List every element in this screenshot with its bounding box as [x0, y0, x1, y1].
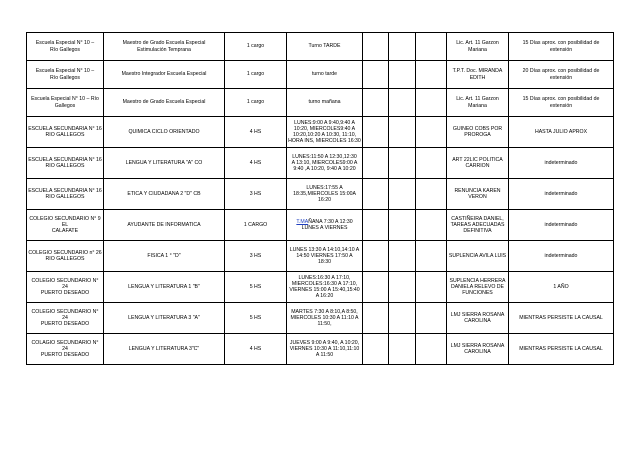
schedule-cell: LUNES 13:30 A 14:10,14:10 A 14:50 VIERNES 17:50 A 18:30: [287, 241, 363, 272]
hours-cell: 5 HS: [225, 303, 287, 334]
table-row: [27, 33, 614, 61]
table-row: [27, 303, 614, 334]
empty-cell: [416, 117, 447, 148]
position-cell: Maestro de Grado Escuela Especial: [104, 89, 225, 117]
hours-cell: 4 HS: [225, 148, 287, 179]
table-row: [27, 241, 614, 272]
position-cell: Maestro Integrador Escuela Especial: [104, 61, 225, 89]
hours-cell: 1 cargo: [225, 33, 287, 61]
empty-cell: [389, 179, 416, 210]
school-cell: ESCUELA SECUNDARIA N° 16 RIO GALLEGOS: [27, 117, 104, 148]
schedule-cell: LUNES:16:30 A 17:10, MIERCOLES:16:30 A 17:10, VIERNES 15:00 A 15:40,15:40 A 16:20: [287, 272, 363, 303]
empty-cell: [416, 179, 447, 210]
empty-cell: [416, 272, 447, 303]
reason-cell: CASTIÑEIRA DANIEL, TAREAS ADECUADAS DEFINITIVA: [447, 210, 509, 241]
duration-cell: indeterminado: [509, 210, 614, 241]
position-cell: Maestro de Grado Escuela Especial Estimulación Temprana: [104, 33, 225, 61]
school-cell: COLEGIO SECUNDARIO N° 24 PUERTO DESEADO: [27, 272, 104, 303]
schedule-cell: JUEVES 9:00 A 9:40, A 10:20, VIERNES 10:30 A 11:10,11:10 A 11:50: [287, 334, 363, 365]
reason-cell: SUPLENCIA AVILA LUIS: [447, 241, 509, 272]
school-cell: COLEGIO SECUNDARIO N° 9 EL CALAFATE: [27, 210, 104, 241]
position-cell: FISICA 1 ° "D": [104, 241, 225, 272]
reason-cell: LMJ SIERRA ROSANA CAROLINA: [447, 303, 509, 334]
table-row: [27, 117, 614, 148]
duration-cell: HASTA JULIO APROX: [509, 117, 614, 148]
empty-cell: [416, 241, 447, 272]
empty-cell: [363, 303, 389, 334]
reason-cell: GUINEO COBS POR PROROGA: [447, 117, 509, 148]
empty-cell: [363, 179, 389, 210]
duration-cell: indeterminado: [509, 148, 614, 179]
position-cell: QUIMICA CICLO ORIENTADO: [104, 117, 225, 148]
school-cell: COLEGIO SECUNDARIO n° 26 RIO GALLEGOS: [27, 241, 104, 272]
empty-cell: [389, 148, 416, 179]
empty-cell: [389, 334, 416, 365]
duration-cell: indeterminado: [509, 241, 614, 272]
schedule-cell: LUNES:17:55 A 18:35,MIERCOLES 15:00A 16:20: [287, 179, 363, 210]
schedule-cell: LUNES:11:50 A 12:30,12:30 A 13:10, MIERCOLES9:00 A 9:40 ,A 10:20, 9:40 A 10:20: [287, 148, 363, 179]
schedule-cell: turno mañana: [287, 89, 363, 117]
table-row: [27, 210, 614, 241]
hours-cell: 3 HS: [225, 241, 287, 272]
reason-cell: T.P.T. Doc. MIRANDA EDITH: [447, 61, 509, 89]
reason-cell: RENUNCIA KAREN VERON: [447, 179, 509, 210]
hours-cell: 1 cargo: [225, 61, 287, 89]
school-cell: COLAGIO SECUNDARIO N° 24 PUERTO DESEADO: [27, 334, 104, 365]
schedule-cell: Turno TARDE: [287, 33, 363, 61]
reason-cell: Lic. Art. 11 Garzon Mariana: [447, 89, 509, 117]
empty-cell: [389, 303, 416, 334]
school-cell: Escuela Especial N° 10 – Río Gallegos: [27, 33, 104, 61]
position-cell: LENGUA Y LITERATURA "A" CO: [104, 148, 225, 179]
empty-cell: [363, 210, 389, 241]
position-cell: LENGUA Y LITERATURA 3"C": [104, 334, 225, 365]
reason-cell: ART 22LIC POLITICA CARRION: [447, 148, 509, 179]
table-row: [27, 89, 614, 117]
duration-cell: 20 Días aprox. con posibilidad de extensión: [509, 61, 614, 89]
empty-cell: [389, 33, 416, 61]
position-cell: LENGUA Y LITERATURA 1 "B": [104, 272, 225, 303]
empty-cell: [389, 210, 416, 241]
school-cell: COLEGIO SECUNDARIO N° 24 PUERTO DESEADO: [27, 303, 104, 334]
table-row: [27, 61, 614, 89]
empty-cell: [389, 89, 416, 117]
empty-cell: [416, 89, 447, 117]
empty-cell: [416, 33, 447, 61]
table-row: [27, 148, 614, 179]
empty-cell: [363, 241, 389, 272]
empty-cell: [389, 272, 416, 303]
table-row: [27, 179, 614, 210]
empty-cell: [416, 303, 447, 334]
duration-cell: 1 AÑO: [509, 272, 614, 303]
position-cell: LENGUA Y LITERATURA 3 "A": [104, 303, 225, 334]
reason-cell: LMJ SIERRA ROSANA CAROLINA: [447, 334, 509, 365]
hours-cell: 4 HS: [225, 334, 287, 365]
empty-cell: [389, 241, 416, 272]
school-cell: ESCUELA SECUNDARIA N° 16 RIO GALLEGOS: [27, 179, 104, 210]
position-cell: AYUDANTE DE INFORMATICA: [104, 210, 225, 241]
empty-cell: [416, 148, 447, 179]
hours-cell: 5 HS: [225, 272, 287, 303]
position-cell: ETICA Y CIUDADANA 2 "D" CB: [104, 179, 225, 210]
empty-cell: [363, 117, 389, 148]
empty-cell: [389, 117, 416, 148]
schedule-cell: [287, 210, 363, 241]
duration-cell: MIENTRAS PERSISTE LA CAUSAL: [509, 334, 614, 365]
empty-cell: [363, 33, 389, 61]
empty-cell: [363, 148, 389, 179]
schedule-cell: MARTES 7:30 A 8:10,A 8:50, MIERCOLES 10:30 A 11:10 A 11:50,: [287, 303, 363, 334]
empty-cell: [416, 61, 447, 89]
reason-cell: SUPLENCIA HERRERA DANIELA RELEVO DE FUNCIONES: [447, 272, 509, 303]
table-row: [27, 334, 614, 365]
school-cell: Escuela Especial N° 10 – Río Gallegos: [27, 61, 104, 89]
reason-cell: Lic. Art. 11 Garzon Mariana: [447, 33, 509, 61]
schedule-cell: LUNES:9:00 A 9:40,9:40 A 10:20, MIERCOLES9:40 A 10:20,10:20 A 10:30, 11:10, HORA INS, MIERCOLES 16:30: [287, 117, 363, 148]
duration-cell: 15 Días aprox. con posibilidad de extensión: [509, 33, 614, 61]
empty-cell: [416, 334, 447, 365]
empty-cell: [363, 334, 389, 365]
empty-cell: [363, 89, 389, 117]
duration-cell: indeterminado: [509, 179, 614, 210]
empty-cell: [416, 210, 447, 241]
schedule-text: ÑANA 7:30 A 12:30 LUNES A VIERNES: [301, 218, 353, 231]
table-row: [27, 272, 614, 303]
duration-cell: 15 Días aprox. con posibilidad de extensión: [509, 89, 614, 117]
empty-cell: [363, 61, 389, 89]
empty-cell: [363, 272, 389, 303]
hours-cell: 1 CARGO: [225, 210, 287, 241]
hours-cell: 1 cargo: [225, 89, 287, 117]
hours-cell: 4 HS: [225, 117, 287, 148]
school-cell: ESCUELA SECUNDARIA N° 16 RIO GALLEGOS: [27, 148, 104, 179]
empty-cell: [389, 61, 416, 89]
hours-cell: 3 HS: [225, 179, 287, 210]
vacancy-table: [26, 32, 614, 365]
schedule-cell: turno tarde: [287, 61, 363, 89]
schedule-link[interactable]: T.MA: [296, 218, 309, 225]
duration-cell: MIENTRAS PERSISTE LA CAUSAL: [509, 303, 614, 334]
school-cell: Escuela Especial N° 10 – Río Gallegos: [27, 89, 104, 117]
